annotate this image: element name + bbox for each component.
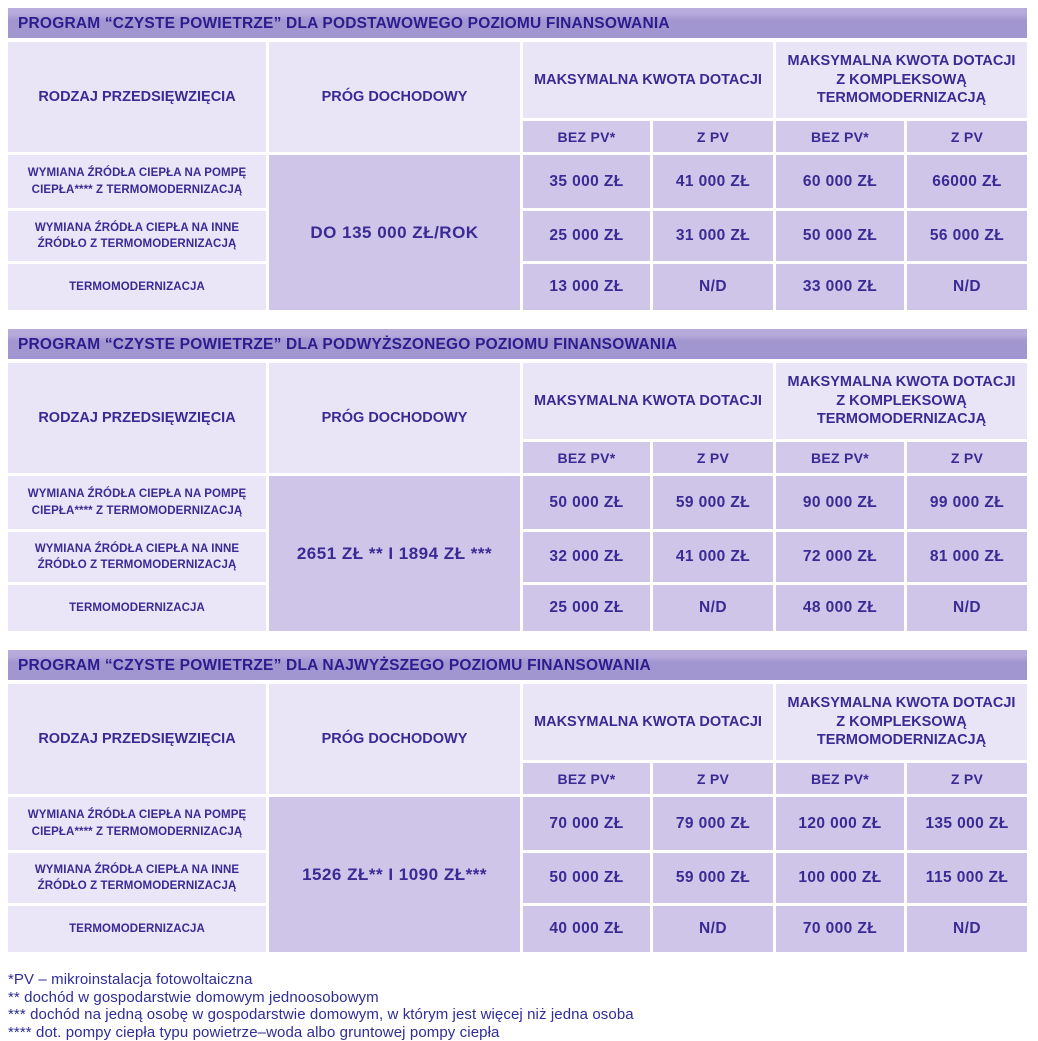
value-cell: 33 000 ZŁ (776, 264, 904, 310)
subheader-z-pv: Z PV (653, 763, 773, 794)
value-cell: 50 000 ZŁ (523, 853, 650, 903)
value-cell: 120 000 ZŁ (776, 797, 904, 850)
subheader-bez-pv: BEZ PV* (776, 763, 904, 794)
value-cell: N/D (653, 264, 773, 310)
footnote-heat-pump-type: **** dot. pompy ciepła typu powietrze–woda albo gruntowej pompy ciepła (8, 1024, 1038, 1041)
value-cell: 99 000 ZŁ (907, 476, 1027, 529)
column-header-prog-dochodowy: PRÓG DOCHODOWY (269, 363, 520, 473)
subheader-z-pv: Z PV (907, 121, 1027, 152)
table-title: PROGRAM “CZYSTE POWIETRZE” DLA PODWYŻSZONEGO POZIOMU FINANSOWANIA (18, 336, 677, 354)
row-label-pompa-ciepla: WYMIANA ŹRÓDŁA CIEPŁA NA POMPĘ CIEPŁA**** Z TERMOMODERNIZACJĄ (8, 155, 266, 208)
row-label-inne-zrodlo: WYMIANA ŹRÓDŁA CIEPŁA NA INNE ŹRÓDŁO Z TERMOMODERNIZACJĄ (8, 532, 266, 582)
value-cell: 35 000 ZŁ (523, 155, 650, 208)
subheader-z-pv: Z PV (907, 763, 1027, 794)
column-header-rodzaj: RODZAJ PRZEDSIĘWZIĘCIA (8, 42, 266, 152)
table-title-bar (8, 650, 1027, 680)
value-cell: 72 000 ZŁ (776, 532, 904, 582)
value-cell: 81 000 ZŁ (907, 532, 1027, 582)
subheader-z-pv: Z PV (907, 442, 1027, 473)
value-cell: 70 000 ZŁ (776, 906, 904, 952)
footnote-single-household: ** dochód w gospodarstwie domowym jednoosobowym (8, 989, 1038, 1007)
value-cell: 25 000 ZŁ (523, 211, 650, 261)
footnote-multi-household: *** dochód na jedną osobę w gospodarstwie domowym, w którym jest więcej niż jedna osoba (8, 1006, 1038, 1024)
financing-table-increased (8, 329, 1027, 631)
table-title-bar (8, 329, 1027, 359)
subheader-bez-pv: BEZ PV* (776, 442, 904, 473)
value-cell: 135 000 ZŁ (907, 797, 1027, 850)
footnote-pv: *PV – mikroinstalacja fotowoltaiczna (8, 971, 1038, 989)
column-header-maks-kwota-dotacji-kompleksowa: MAKSYMALNA KWOTA DOTACJI Z KOMPLEKSOWĄ TERMOMODERNIZACJĄ (776, 42, 1027, 118)
subheader-bez-pv: BEZ PV* (776, 121, 904, 152)
row-label-inne-zrodlo: WYMIANA ŹRÓDŁA CIEPŁA NA INNE ŹRÓDŁO Z TERMOMODERNIZACJĄ (8, 211, 266, 261)
financing-table-highest (8, 650, 1027, 952)
column-header-prog-dochodowy: PRÓG DOCHODOWY (269, 684, 520, 794)
value-cell: 50 000 ZŁ (523, 476, 650, 529)
financing-grid (8, 684, 1027, 952)
footnotes (8, 971, 1038, 1041)
subheader-bez-pv: BEZ PV* (523, 121, 650, 152)
value-cell: 40 000 ZŁ (523, 906, 650, 952)
value-cell: 41 000 ZŁ (653, 532, 773, 582)
column-header-rodzaj: RODZAJ PRZEDSIĘWZIĘCIA (8, 684, 266, 794)
column-header-maks-kwota-dotacji-kompleksowa: MAKSYMALNA KWOTA DOTACJI Z KOMPLEKSOWĄ TERMOMODERNIZACJĄ (776, 684, 1027, 760)
prog-value-cell: DO 135 000 ZŁ/ROK (269, 155, 520, 310)
financing-grid (8, 363, 1027, 631)
value-cell: 48 000 ZŁ (776, 585, 904, 631)
subheader-z-pv: Z PV (653, 442, 773, 473)
value-cell: N/D (907, 585, 1027, 631)
column-header-prog-dochodowy: PRÓG DOCHODOWY (269, 42, 520, 152)
value-cell: 66000 ZŁ (907, 155, 1027, 208)
value-cell: 115 000 ZŁ (907, 853, 1027, 903)
value-cell: 90 000 ZŁ (776, 476, 904, 529)
table-title: PROGRAM “CZYSTE POWIETRZE” DLA NAJWYŻSZEGO POZIOMU FINANSOWANIA (18, 657, 651, 675)
column-header-maks-kwota-dotacji-kompleksowa: MAKSYMALNA KWOTA DOTACJI Z KOMPLEKSOWĄ TERMOMODERNIZACJĄ (776, 363, 1027, 439)
row-label-termomodernizacja: TERMOMODERNIZACJA (8, 264, 266, 310)
column-header-maks-kwota-dotacji: MAKSYMALNA KWOTA DOTACJI (523, 42, 773, 118)
subheader-bez-pv: BEZ PV* (523, 442, 650, 473)
value-cell: 31 000 ZŁ (653, 211, 773, 261)
financing-table-basic (8, 8, 1027, 310)
table-title-bar (8, 8, 1027, 38)
financing-grid (8, 42, 1027, 310)
row-label-pompa-ciepla: WYMIANA ŹRÓDŁA CIEPŁA NA POMPĘ CIEPŁA**** Z TERMOMODERNIZACJĄ (8, 476, 266, 529)
row-label-pompa-ciepla: WYMIANA ŹRÓDŁA CIEPŁA NA POMPĘ CIEPŁA**** Z TERMOMODERNIZACJĄ (8, 797, 266, 850)
value-cell: 32 000 ZŁ (523, 532, 650, 582)
value-cell: 25 000 ZŁ (523, 585, 650, 631)
value-cell: 100 000 ZŁ (776, 853, 904, 903)
value-cell: 13 000 ZŁ (523, 264, 650, 310)
column-header-rodzaj: RODZAJ PRZEDSIĘWZIĘCIA (8, 363, 266, 473)
row-label-termomodernizacja: TERMOMODERNIZACJA (8, 906, 266, 952)
subheader-z-pv: Z PV (653, 121, 773, 152)
value-cell: 70 000 ZŁ (523, 797, 650, 850)
value-cell: 79 000 ZŁ (653, 797, 773, 850)
row-label-termomodernizacja: TERMOMODERNIZACJA (8, 585, 266, 631)
value-cell: 59 000 ZŁ (653, 476, 773, 529)
subheader-bez-pv: BEZ PV* (523, 763, 650, 794)
value-cell: N/D (653, 585, 773, 631)
prog-value-cell: 1526 ZŁ** I 1090 ZŁ*** (269, 797, 520, 952)
value-cell: 59 000 ZŁ (653, 853, 773, 903)
prog-value-cell: 2651 ZŁ ** I 1894 ZŁ *** (269, 476, 520, 631)
value-cell: N/D (653, 906, 773, 952)
row-label-inne-zrodlo: WYMIANA ŹRÓDŁA CIEPŁA NA INNE ŹRÓDŁO Z TERMOMODERNIZACJĄ (8, 853, 266, 903)
value-cell: 56 000 ZŁ (907, 211, 1027, 261)
column-header-maks-kwota-dotacji: MAKSYMALNA KWOTA DOTACJI (523, 684, 773, 760)
table-title: PROGRAM “CZYSTE POWIETRZE” DLA PODSTAWOWEGO POZIOMU FINANSOWANIA (18, 15, 670, 33)
value-cell: N/D (907, 906, 1027, 952)
value-cell: 60 000 ZŁ (776, 155, 904, 208)
value-cell: 50 000 ZŁ (776, 211, 904, 261)
value-cell: N/D (907, 264, 1027, 310)
value-cell: 41 000 ZŁ (653, 155, 773, 208)
column-header-maks-kwota-dotacji: MAKSYMALNA KWOTA DOTACJI (523, 363, 773, 439)
